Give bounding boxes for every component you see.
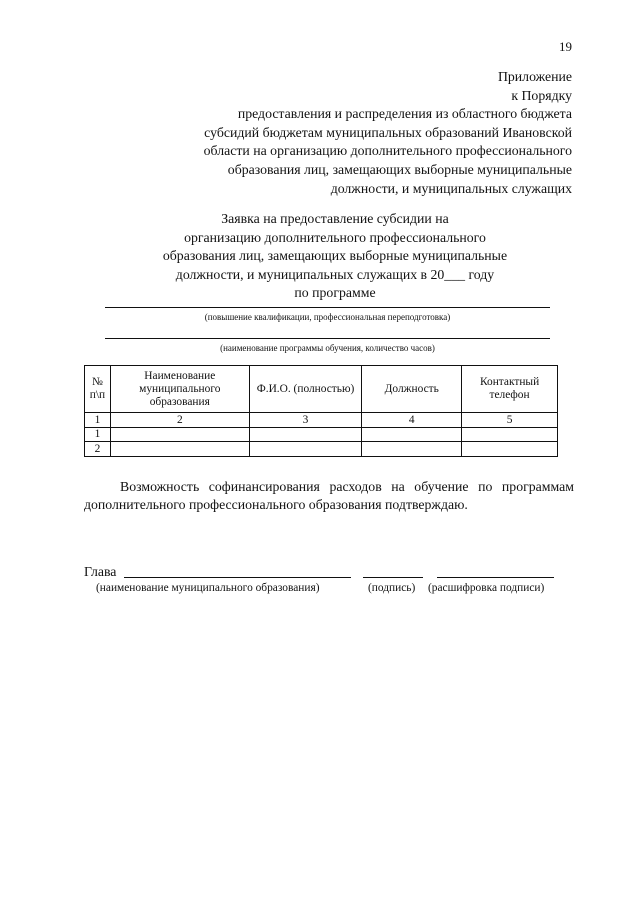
appendix-line: области на организацию дополнительного профессионального [203,143,572,159]
title-line: должности, и муниципальных служащих в 20___ году [175,266,495,282]
table-cell: 5 [462,413,558,428]
header-full-name: Ф.И.О. (полностью) [249,366,362,413]
appendix-line: должности, и муниципальных служащих [330,180,572,196]
table-row [85,428,558,442]
header-phone: Контактный телефон [462,366,558,413]
table-number-row [85,413,558,428]
table-cell[interactable] [462,442,558,457]
appendix-line: образования лиц, замещающих выборные муниципальные [227,161,572,177]
signature-line[interactable] [363,577,423,578]
appendix-line: к Порядку [511,87,572,103]
table-cell[interactable] [110,428,249,442]
table-header-row [85,366,558,413]
title-line: образования лиц, замещающих выборные муниципальные [162,248,508,264]
municipality-signature-line[interactable] [124,577,351,578]
table-cell: 2 [110,413,249,428]
header-municipality: Наименование муниципального образования [110,366,249,413]
table-row [85,442,558,457]
program-type-caption: (повышение квалификации, профессиональная переподготовка) [204,312,451,322]
signature-label: Глава [84,564,117,579]
table-cell[interactable] [362,442,462,457]
table-cell[interactable] [362,428,462,442]
appendix-line: Приложение [497,69,572,84]
table-cell[interactable] [462,428,558,442]
header-number: № п\п [85,366,111,413]
municipality-caption: (наименование муниципального образования) [96,582,320,594]
table-cell[interactable] [249,442,362,457]
page-number: 19 [559,39,572,54]
table-cell: 1 [85,428,111,442]
title-line: организацию дополнительного профессионального [184,229,486,245]
table-cell: 3 [249,413,362,428]
table-cell[interactable] [249,428,362,442]
signature-decode-caption: (расшифровка подписи) [428,582,545,594]
title-line: Заявка на предоставление субсидии на [221,211,449,226]
program-name-caption: (наименование программы обучения, количество часов) [220,343,435,353]
application-table [84,365,558,457]
appendix-heading [132,68,572,198]
table-cell: 2 [85,442,111,457]
appendix-line: субсидий бюджетам муниципальных образований Ивановской [204,124,572,140]
header-position: Должность [362,366,462,413]
document-title [100,210,570,303]
appendix-line: предоставления и распределения из областного бюджета [237,106,572,122]
program-name-line[interactable] [105,338,550,339]
program-type-line[interactable] [105,307,550,308]
table-cell: 1 [85,413,111,428]
signature-caption: (подпись) [368,582,416,594]
table-cell: 4 [362,413,462,428]
cofinancing-paragraph: Возможность софинансирования расходов на обучение по программам дополнительного профессионального образования подтверждаю. [84,479,574,512]
title-line: по программе [294,285,376,301]
table-cell[interactable] [110,442,249,457]
signature-decode-line[interactable] [437,577,554,578]
